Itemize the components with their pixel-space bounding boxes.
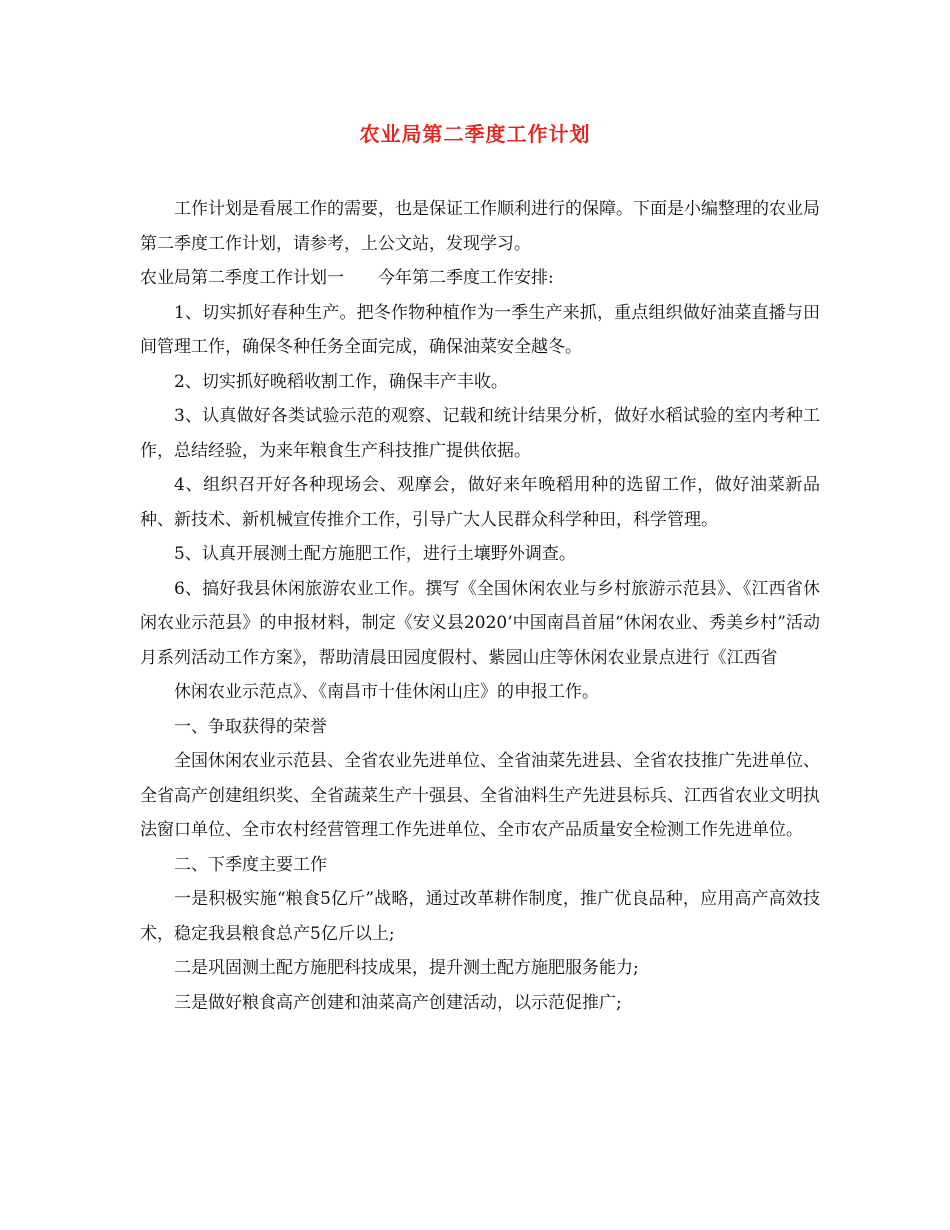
body-paragraph: 休闲农业示范点》、《南昌市十佳休闲山庄》的申报工作。 bbox=[174, 682, 599, 702]
body-paragraph: 4、组织召开好各种现场会、观摩会，做好来年晚稻用种的选留工作，做好油菜新品种、新技术、新机械宣传推介工作，引导广大人民群众科学种田，科学管理。 bbox=[140, 475, 820, 530]
body-paragraph: 5、认真开展测土配方施肥工作，进行土壤野外调查。 bbox=[174, 544, 576, 564]
body-paragraph: 2、切实抓好晚稻收割工作，确保丰产丰收。 bbox=[174, 371, 508, 392]
body-paragraph: 一是积极实施“粮食5亿斤”战略，通过改革耕作制度，推广优良品种，应用高产高效技术，稳定我县粮食总产5亿斤以上; bbox=[140, 889, 820, 944]
body-paragraph: 3、认真做好各类试验示范的观察、记载和统计结果分析，做好水稻试验的室内考种工作，总结经验，为来年粮食生产科技推广提供依据。 bbox=[140, 406, 820, 461]
body-paragraph: 农业局第二季度工作计划一 今年第二季度工作安排: bbox=[140, 268, 554, 288]
body-paragraph: 1、切实抓好春种生产。把冬作物种植作为一季生产来抓，重点组织做好油菜直播与田间管理工作，确保冬种任务全面完成，确保油菜安全越冬。 bbox=[140, 302, 820, 357]
body-paragraph: 三是做好粮食高产创建和油菜高产创建活动，以示范促推广; bbox=[174, 992, 622, 1013]
body-paragraph: 一、争取获得的荣誉 bbox=[174, 716, 327, 737]
body-paragraph: 二、下季度主要工作 bbox=[174, 854, 327, 875]
document-title: 农业局第二季度工作计划 bbox=[359, 122, 591, 146]
body-paragraph: 工作计划是看展工作的需要，也是保证工作顺利进行的保障。下面是小编整理的农业局第二季度工作计划，请参考，上公文站，发现学习。 bbox=[140, 199, 820, 254]
body-paragraph: 二是巩固测土配方施肥科技成果，提升测土配方施肥服务能力; bbox=[174, 958, 639, 978]
document-body bbox=[140, 192, 820, 1020]
body-paragraph: 全国休闲农业示范县、全省农业先进单位、全省油菜先进县、全省农技推广先进单位、全省高产创建组织奖、全省蔬菜生产十强县、全省油料生产先进县标兵、江西省农业文明执法窗口单位、全市农村经营管理工作先进单位、全市农产品质量安全检测工作先进单位。 bbox=[140, 751, 820, 840]
body-paragraph: 6、搞好我县休闲旅游农业工作。撰写《全国休闲农业与乡村旅游示范县》、《江西省休闲农业示范县》的申报材料，制定《安义县2020’中国南昌首届“休闲农业、秀美乡村”活动月系列活动工作方案》，帮助清晨田园度假村、紫园山庄等休闲农业景点进行《江西省 bbox=[140, 578, 820, 668]
